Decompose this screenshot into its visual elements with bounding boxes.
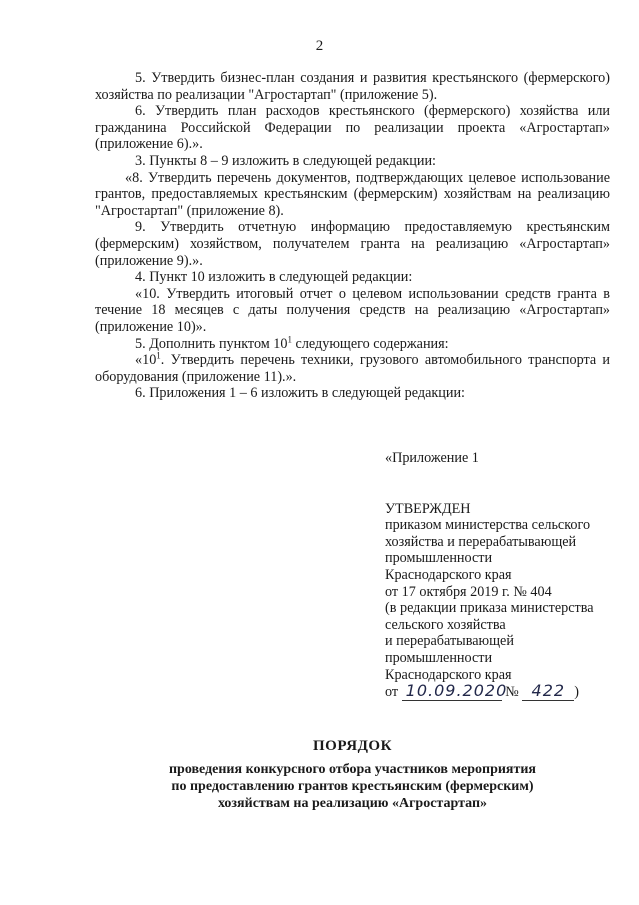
paragraph: «8. Утвердить перечень документов, подтверждающих целевое использование грантов, предоставляемых крестьянским (фермерским) хозяйствам на реализацию "Агростартап" (приложение 8). [95, 169, 610, 219]
order-heading [95, 738, 610, 812]
appendix-title: «Приложение 1 [385, 450, 479, 466]
approval-line: приказом министерства сельского [385, 517, 591, 534]
approval-line: Краснодарского края [385, 566, 512, 583]
approved-heading: УТВЕРЖДЕН [385, 500, 471, 517]
paragraph-supplement [95, 333, 610, 353]
page-number: 2 [315, 38, 324, 54]
paragraph-text: следующего содержания: [291, 335, 449, 352]
paragraph: 4. Пункт 10 изложить в следующей редакции: [135, 269, 413, 286]
paragraph-new-item [95, 352, 610, 385]
paragraph-text: 5. Дополнить пунктом 10 [135, 335, 288, 352]
handwritten-number: 422 [522, 683, 574, 701]
paragraph: 6. Утвердить план расходов крестьянского (фермерского) хозяйства или гражданина Российской Федерации по реализации проекта «Агростартап» (приложение 6).». [95, 103, 610, 153]
paragraph: «10. Утвердить итоговый отчет о целевом использовании средств гранта в течение 18 месяцев с даты получения средств на реализацию «Агростартап» (приложение 10)». [95, 285, 610, 335]
paragraph: 3. Пункты 8 – 9 изложить в следующей редакции: [135, 152, 436, 169]
approval-line: сельского хозяйства [385, 616, 506, 633]
handwritten-date: 10.09.2020 [402, 683, 502, 701]
approval-line: и перерабатывающей [385, 633, 514, 650]
order-subtitle-line: хозяйствам на реализацию «Агростартап» [217, 796, 488, 811]
approval-line: Краснодарского края [385, 666, 512, 683]
superscript: 1 [156, 350, 161, 361]
number-label: № [505, 684, 519, 701]
paragraph: 6. Приложения 1 – 6 изложить в следующей редакции: [135, 385, 465, 402]
superscript: 1 [287, 333, 292, 344]
approval-block [385, 450, 620, 701]
order-subtitle-line: проведения конкурсного отбора участников мероприятия [168, 762, 537, 777]
signature-row [385, 683, 620, 701]
paragraph-text: . Утвердить перечень техники, грузового автомобильного транспорта и оборудования (приложение 11).». [95, 352, 610, 385]
approval-line: (в редакции приказа министерства [385, 600, 594, 617]
approval-line: хозяйства и перерабатывающей [385, 533, 577, 550]
from-label: от [385, 684, 399, 701]
paragraph: 9. Утвердить отчетную информацию предоставляемую крестьянским (фермерским) хозяйством, получателем гранта на реализацию «Агростартап» (приложение 9).». [95, 219, 610, 269]
paragraph-text: «10 [135, 352, 157, 369]
paragraph: 5. Утвердить бизнес-план создания и развития крестьянского (фермерского) хозяйства по реализации "Агростартап" (приложение 5). [95, 70, 610, 103]
document-body [95, 70, 610, 402]
order-title: ПОРЯДОК [313, 738, 392, 754]
approval-line: промышленности [385, 649, 493, 666]
closing-paren: ) [574, 684, 580, 701]
order-subtitle-line: по предоставлению грантов крестьянским (фермерским) [171, 779, 534, 794]
approval-line: промышленности [385, 550, 493, 567]
approval-line: от 17 октября 2019 г. № 404 [385, 583, 552, 600]
